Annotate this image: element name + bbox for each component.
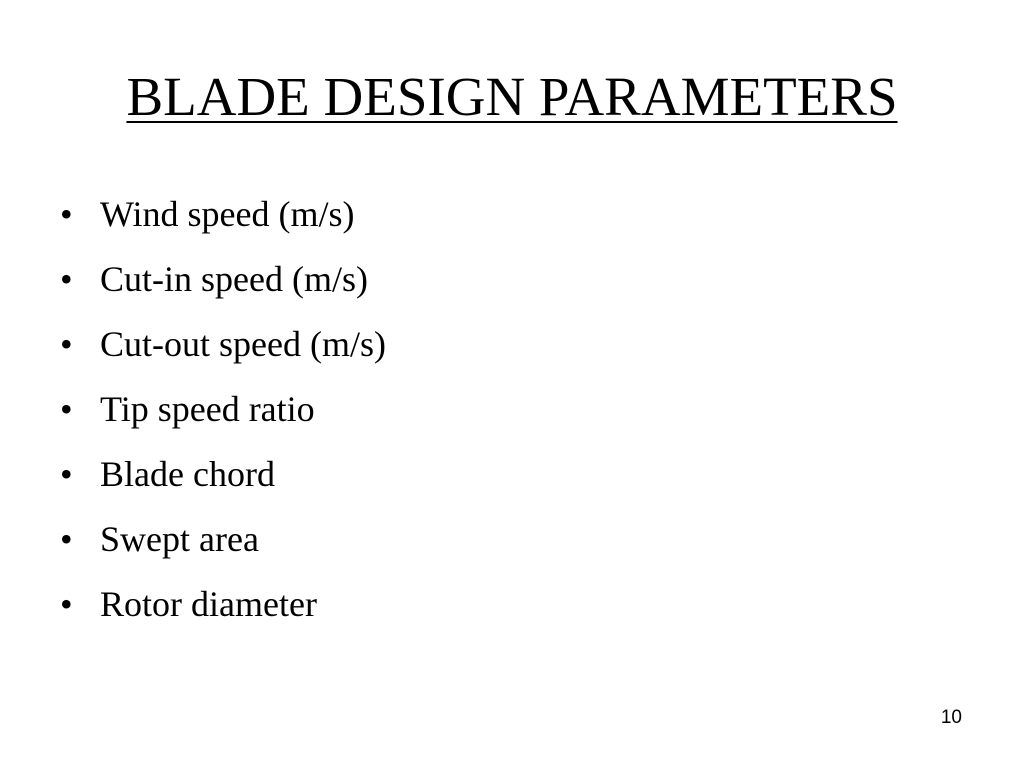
bullet-icon: • — [60, 259, 73, 299]
bullet-item-swept-area — [56, 511, 386, 576]
bullet-item-cut-out-speed — [56, 316, 386, 381]
bullet-icon: • — [60, 324, 73, 364]
bullet-text: Rotor diameter — [100, 584, 317, 624]
bullet-item-blade-chord — [56, 446, 386, 511]
bullet-icon: • — [60, 454, 73, 494]
bullet-item-tip-speed-ratio — [56, 381, 386, 446]
bullet-icon: • — [60, 389, 73, 429]
bullet-text: Tip speed ratio — [100, 389, 315, 429]
bullet-text: Wind speed (m/s) — [100, 194, 355, 234]
bullet-text: Cut-in speed (m/s) — [100, 259, 368, 299]
bullet-item-rotor-diameter — [56, 576, 386, 641]
slide-number: 10 — [940, 707, 962, 728]
bullet-text: Blade chord — [100, 454, 275, 494]
bullet-list — [56, 186, 386, 641]
bullet-icon: • — [60, 194, 73, 234]
slide-title: BLADE DESIGN PARAMETERS — [126, 66, 898, 127]
bullet-icon: • — [60, 519, 73, 559]
bullet-text: Swept area — [100, 519, 259, 559]
bullet-item-cut-in-speed — [56, 251, 386, 316]
bullet-text: Cut-out speed (m/s) — [100, 324, 386, 364]
bullet-icon: • — [60, 584, 73, 624]
bullet-item-wind-speed — [56, 186, 386, 251]
